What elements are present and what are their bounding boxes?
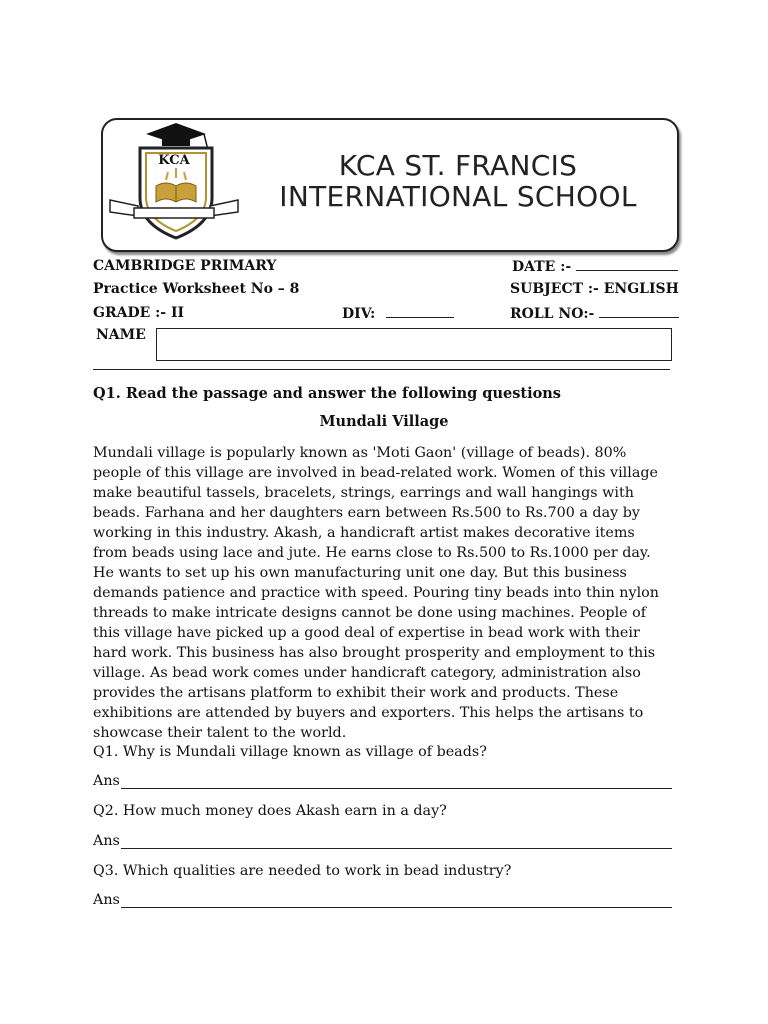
question-3: Q3. Which qualities are needed to work in bead industry? <box>93 863 512 879</box>
answer-label: Ans <box>93 833 120 849</box>
school-name-line1: KCA ST. FRANCIS <box>338 149 578 182</box>
answer-line-3[interactable] <box>93 892 672 908</box>
passage-text: Mundali village is popularly known as 'Moti Gaon' (village of beads). 80% people of this village are involved in bead-related work. Women of this village make beautiful tassels, bracelets, strings, earrings and wall hangings with beads. Farhana and her daughters earn between Rs.500 to Rs.700 a day by working in this industry. Akash, a handicraft artist makes decorative items from beads using lace and jute. He earns close to Rs.500 to Rs.1000 per day. He wants to set up his own manufacturing unit one day. But this business demands patience and practice with speed. Pouring tiny beads into thin nylon threads to make intricate designs cannot be done using machines. People of this village have picked up a good deal of expertise in bead work with their hard work. This business has also brought prosperity and employment to this village. As bead work comes under handicraft category, administration also provides the artisans platform to exhibit their work and products. These exhibitions are attended by buyers and exporters. This helps the artisans to showcase their talent to the world. <box>93 445 659 741</box>
instruction-heading: Q1. Read the passage and answer the following questions <box>93 385 561 402</box>
date-label: DATE :- <box>512 259 572 275</box>
answer-line-2[interactable] <box>93 833 672 849</box>
worksheet-label: Practice Worksheet No – 8 <box>93 281 300 297</box>
school-name-line2: INTERNATIONAL SCHOOL <box>279 180 637 213</box>
div-field <box>342 305 454 322</box>
subject-label: SUBJECT :- ENGLISH <box>510 281 679 297</box>
passage-title: Mundali Village <box>319 413 449 430</box>
logo-text: KCA <box>158 153 190 168</box>
divider-line <box>93 369 670 370</box>
name-input-box[interactable] <box>156 328 672 361</box>
grade-label: GRADE :- II <box>93 305 185 321</box>
div-label: DIV: <box>342 306 376 322</box>
question-1: Q1. Why is Mundali village known as village of beads? <box>93 744 487 760</box>
school-logo <box>104 120 244 246</box>
date-blank[interactable] <box>576 258 678 271</box>
div-blank[interactable] <box>386 305 454 318</box>
question-2: Q2. How much money does Akash earn in a day? <box>93 803 447 819</box>
answer-line-1[interactable] <box>93 773 672 789</box>
answer-label: Ans <box>93 892 120 908</box>
date-field <box>512 258 678 275</box>
answer-label: Ans <box>93 773 120 789</box>
roll-blank[interactable] <box>599 305 679 318</box>
roll-label: ROLL NO:- <box>510 306 595 322</box>
roll-field <box>510 305 679 322</box>
name-label: NAME <box>96 327 146 343</box>
program-label: CAMBRIDGE PRIMARY <box>93 258 277 274</box>
school-name <box>258 150 658 212</box>
